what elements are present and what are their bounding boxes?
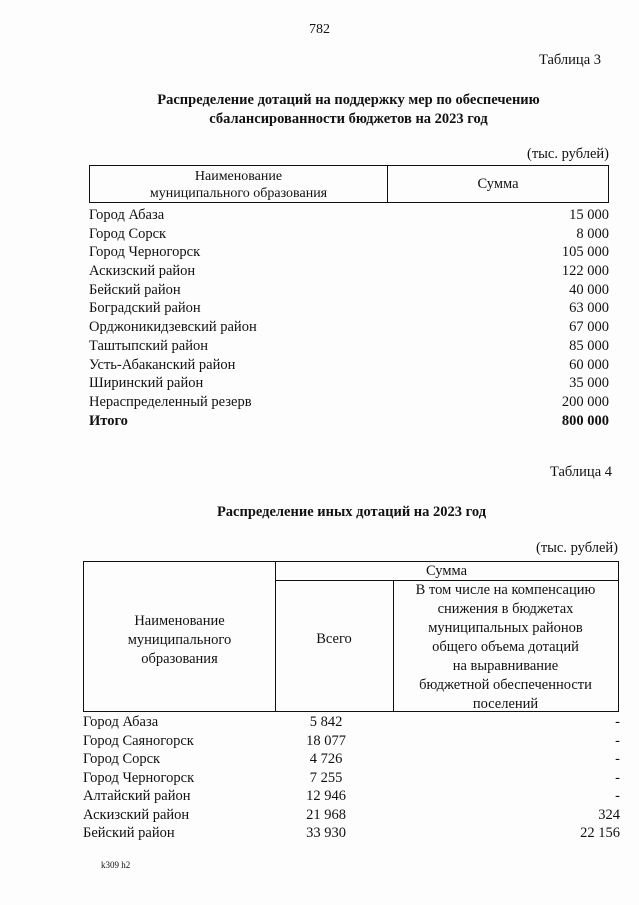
table3-header-name-line1: Наименование [194,169,283,184]
table-row [83,713,620,732]
table-row [89,318,609,337]
row-total: 18 077 [306,732,346,749]
row-name: Город Сорск [89,225,167,242]
row-name: Город Черногорск [83,769,195,786]
page-number: 782 [309,22,330,37]
table4-header-sum: Сумма [425,563,468,579]
table4-label: Таблица 4 [549,464,612,480]
row-total: 21 968 [306,806,346,823]
table-row [89,356,609,375]
row-compensation: 22 156 [580,825,620,841]
row-name: Алтайский район [83,788,191,804]
table-row [83,787,620,806]
table3-header [89,165,609,203]
header-line: поселений [472,696,539,712]
row-name: Нераспределенный резерв [89,393,252,410]
table4-body [83,713,620,843]
row-compensation: - [615,769,620,786]
header-line: бюджетной обеспеченности [419,677,592,693]
row-name: Бейский район [83,825,175,841]
row-compensation: - [615,732,620,749]
row-value: 85 000 [569,337,609,354]
row-name: Таштыпский район [89,337,209,354]
table4-header-total: Всего [316,631,352,647]
row-compensation: - [615,788,620,804]
row-name: Город Абаза [83,714,159,730]
header-line: В том числе на компенсацию [415,582,596,598]
header-line: общего объема дотаций [432,639,579,655]
row-value: 122 000 [561,263,609,280]
header-line: образования [141,651,218,667]
table-row [89,243,609,262]
row-value: 63 000 [569,300,609,317]
table3-header-name-line2: муниципального образования [149,186,328,201]
row-name: Аскизский район [83,806,190,823]
total-label: Итого [89,412,128,429]
row-name: Бейский район [89,281,181,298]
table4-header-compensation [393,581,618,714]
table3-label: Таблица 3 [538,52,601,68]
table-row [89,281,609,300]
table4-header [83,561,619,712]
table-row [83,824,620,843]
row-compensation: - [615,714,620,730]
table-row [89,393,609,412]
row-compensation: - [615,751,620,767]
table3-header-name [90,166,388,202]
row-total: 33 930 [306,825,346,841]
table4-units: (тыс. рублей) [536,540,618,556]
header-line: муниципальных районов [428,620,583,636]
row-value: 105 000 [561,244,609,261]
row-value: 15 000 [569,207,609,223]
total-value: 800 000 [561,412,609,429]
row-value: 67 000 [569,319,609,336]
row-name: Город Черногорск [89,244,201,261]
row-name: Город Саяногорск [83,732,194,749]
table-row [89,206,609,225]
table3-units: (тыс. рублей) [527,146,609,162]
header-line: на выравнивание [452,658,559,674]
table-total-row [89,412,609,431]
table4-header-name [84,612,275,669]
table-row [89,299,609,318]
row-name: Город Сорск [83,751,161,767]
header-line: Наименование [134,613,225,629]
table3-header-sum: Сумма [477,176,519,192]
table-row [83,769,620,788]
table-row [89,225,609,244]
table-row [83,732,620,751]
row-total: 5 842 [309,714,343,730]
header-line: снижения в бюджетах [437,601,574,617]
row-compensation: 324 [598,806,620,823]
table3-title [0,91,639,129]
row-value: 40 000 [569,281,609,298]
row-value: 60 000 [569,356,609,373]
table-row [83,750,620,769]
table-row [89,262,609,281]
row-total: 4 726 [309,751,343,767]
row-total: 7 255 [309,769,343,786]
row-value: 200 000 [561,393,609,410]
row-name: Город Абаза [89,207,165,223]
row-name: Орджоникидзевский район [89,319,257,336]
row-name: Боградский район [89,300,201,317]
table3-title-line2: сбалансированности бюджетов на 2023 год [209,111,488,127]
table3-title-line1: Распределение дотаций на поддержку мер по обеспечению [157,92,540,108]
row-total: 12 946 [306,788,346,804]
row-value: 8 000 [576,225,609,242]
header-line: муниципального [127,632,232,648]
table-row [89,337,609,356]
table3-body [89,206,609,430]
row-name: Усть-Абаканский район [89,356,236,373]
row-value: 35 000 [569,375,609,392]
footer-code: k309 h2 [101,860,131,870]
row-name: Аскизский район [89,263,196,280]
table-row [89,374,609,393]
row-name: Ширинский район [89,375,204,392]
table4-title: Распределение иных дотаций на 2023 год [216,504,487,520]
table-row [83,806,620,825]
